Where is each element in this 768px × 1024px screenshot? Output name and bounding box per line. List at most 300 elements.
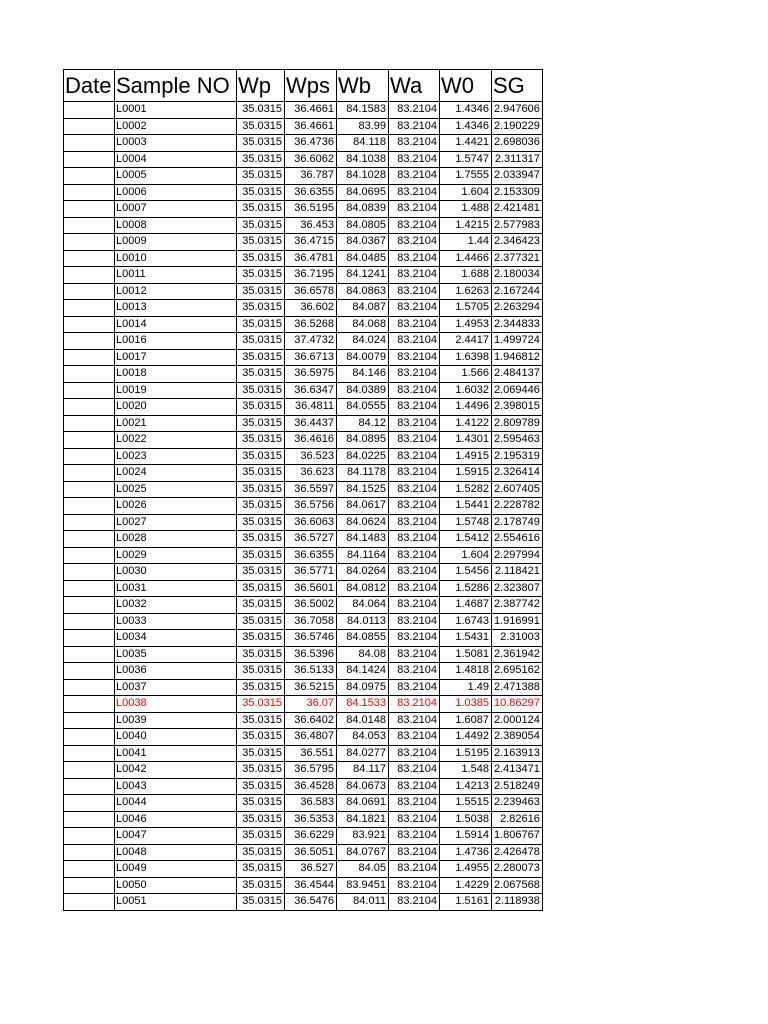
- table-row: [64, 333, 543, 350]
- cell-wps: 36.5727: [285, 531, 337, 548]
- cell-sample-no: L0026: [115, 498, 237, 515]
- cell-wa: 83.2104: [389, 877, 440, 894]
- cell-sg: 2.413471: [492, 762, 543, 779]
- cell-wa: 83.2104: [389, 366, 440, 383]
- cell-wp: 35.0315: [237, 135, 285, 152]
- table-row: [64, 184, 543, 201]
- cell-sg: 2.000124: [492, 712, 543, 729]
- header-date: Date: [64, 70, 115, 102]
- table-row: [64, 481, 543, 498]
- cell-wp: 35.0315: [237, 432, 285, 449]
- cell-wb: 84.0225: [337, 448, 389, 465]
- cell-wps: 36.4437: [285, 415, 337, 432]
- table-row: [64, 432, 543, 449]
- table-row: [64, 316, 543, 333]
- cell-date: [64, 366, 115, 383]
- cell-sample-no: L0018: [115, 366, 237, 383]
- cell-wp: 35.0315: [237, 481, 285, 498]
- cell-sample-no: L0034: [115, 630, 237, 647]
- table-row: [64, 679, 543, 696]
- cell-wp: 35.0315: [237, 894, 285, 911]
- cell-wp: 35.0315: [237, 564, 285, 581]
- cell-date: [64, 861, 115, 878]
- cell-sg: 2.595463: [492, 432, 543, 449]
- cell-sg: 2.280073: [492, 861, 543, 878]
- cell-sample-no: L0041: [115, 745, 237, 762]
- table-row: [64, 894, 543, 911]
- cell-wp: 35.0315: [237, 366, 285, 383]
- table-row: [64, 877, 543, 894]
- cell-w0: 1.688: [440, 267, 492, 284]
- cell-wb: 84.117: [337, 762, 389, 779]
- cell-sg: 2.178749: [492, 514, 543, 531]
- cell-wp: 35.0315: [237, 102, 285, 119]
- cell-wps: 36.4616: [285, 432, 337, 449]
- cell-wps: 36.6578: [285, 283, 337, 300]
- cell-wp: 35.0315: [237, 250, 285, 267]
- cell-sample-no: L0042: [115, 762, 237, 779]
- cell-date: [64, 795, 115, 812]
- cell-wa: 83.2104: [389, 217, 440, 234]
- cell-wp: 35.0315: [237, 696, 285, 713]
- cell-wa: 83.2104: [389, 316, 440, 333]
- table-row: [64, 382, 543, 399]
- cell-wp: 35.0315: [237, 498, 285, 515]
- cell-sg: 2.263294: [492, 300, 543, 317]
- cell-date: [64, 894, 115, 911]
- table-row: [64, 300, 543, 317]
- cell-wps: 36.5795: [285, 762, 337, 779]
- cell-sample-no: L0010: [115, 250, 237, 267]
- cell-date: [64, 828, 115, 845]
- cell-wa: 83.2104: [389, 168, 440, 185]
- cell-wps: 36.4715: [285, 234, 337, 251]
- cell-sample-no: L0004: [115, 151, 237, 168]
- table-row: [64, 250, 543, 267]
- cell-wp: 35.0315: [237, 382, 285, 399]
- table-row: [64, 745, 543, 762]
- cell-sg: 2.31003: [492, 630, 543, 647]
- cell-wb: 84.1821: [337, 811, 389, 828]
- cell-wb: 84.011: [337, 894, 389, 911]
- cell-wps: 36.7058: [285, 613, 337, 630]
- cell-w0: 1.488: [440, 201, 492, 218]
- cell-w0: 1.5456: [440, 564, 492, 581]
- cell-wps: 36.6347: [285, 382, 337, 399]
- cell-wa: 83.2104: [389, 861, 440, 878]
- cell-sample-no: L0006: [115, 184, 237, 201]
- cell-sg: 2.695162: [492, 663, 543, 680]
- table-row: [64, 118, 543, 135]
- cell-sample-no: L0032: [115, 597, 237, 614]
- cell-wb: 83.9451: [337, 877, 389, 894]
- cell-sample-no: L0033: [115, 613, 237, 630]
- cell-w0: 1.49: [440, 679, 492, 696]
- cell-date: [64, 465, 115, 482]
- cell-wa: 83.2104: [389, 564, 440, 581]
- table-row: [64, 861, 543, 878]
- header-wb: Wb: [337, 70, 389, 102]
- cell-wb: 84.1164: [337, 547, 389, 564]
- cell-wa: 83.2104: [389, 267, 440, 284]
- cell-wps: 36.5133: [285, 663, 337, 680]
- cell-sample-no: L0046: [115, 811, 237, 828]
- cell-w0: 1.5915: [440, 465, 492, 482]
- cell-w0: 1.4229: [440, 877, 492, 894]
- cell-date: [64, 696, 115, 713]
- cell-sg: 2.346423: [492, 234, 543, 251]
- cell-wb: 84.0389: [337, 382, 389, 399]
- cell-date: [64, 201, 115, 218]
- cell-w0: 1.6087: [440, 712, 492, 729]
- cell-sample-no: L0029: [115, 547, 237, 564]
- cell-sample-no: L0031: [115, 580, 237, 597]
- cell-wp: 35.0315: [237, 267, 285, 284]
- cell-w0: 1.4687: [440, 597, 492, 614]
- cell-wa: 83.2104: [389, 498, 440, 515]
- cell-wp: 35.0315: [237, 547, 285, 564]
- cell-date: [64, 597, 115, 614]
- cell-date: [64, 514, 115, 531]
- cell-wb: 83.99: [337, 118, 389, 135]
- cell-wa: 83.2104: [389, 646, 440, 663]
- cell-wb: 84.0895: [337, 432, 389, 449]
- cell-wp: 35.0315: [237, 316, 285, 333]
- cell-date: [64, 267, 115, 284]
- cell-date: [64, 448, 115, 465]
- cell-sg: 2.180034: [492, 267, 543, 284]
- cell-sg: 2.323807: [492, 580, 543, 597]
- cell-w0: 1.6032: [440, 382, 492, 399]
- cell-wp: 35.0315: [237, 184, 285, 201]
- cell-wps: 36.453: [285, 217, 337, 234]
- cell-wp: 35.0315: [237, 151, 285, 168]
- cell-w0: 1.566: [440, 366, 492, 383]
- cell-date: [64, 316, 115, 333]
- cell-w0: 1.4818: [440, 663, 492, 680]
- table-row: [64, 712, 543, 729]
- cell-date: [64, 646, 115, 663]
- cell-wp: 35.0315: [237, 580, 285, 597]
- cell-date: [64, 333, 115, 350]
- cell-sg: 2.377321: [492, 250, 543, 267]
- cell-date: [64, 102, 115, 119]
- cell-wa: 83.2104: [389, 597, 440, 614]
- cell-date: [64, 580, 115, 597]
- cell-w0: 1.548: [440, 762, 492, 779]
- cell-sg: 2.118421: [492, 564, 543, 581]
- cell-wb: 84.024: [337, 333, 389, 350]
- cell-wa: 83.2104: [389, 745, 440, 762]
- cell-wb: 84.0695: [337, 184, 389, 201]
- table-row: [64, 762, 543, 779]
- cell-wb: 84.1583: [337, 102, 389, 119]
- cell-sg: 10.86297: [492, 696, 543, 713]
- cell-wa: 83.2104: [389, 448, 440, 465]
- cell-wb: 84.0975: [337, 679, 389, 696]
- cell-wb: 84.053: [337, 729, 389, 746]
- cell-wb: 84.0691: [337, 795, 389, 812]
- cell-sample-no: L0001: [115, 102, 237, 119]
- cell-wps: 36.5195: [285, 201, 337, 218]
- cell-sg: 2.82616: [492, 811, 543, 828]
- cell-sample-no: L0036: [115, 663, 237, 680]
- table-row: [64, 448, 543, 465]
- cell-date: [64, 382, 115, 399]
- cell-sg: 2.118938: [492, 894, 543, 911]
- cell-wa: 83.2104: [389, 729, 440, 746]
- cell-w0: 1.5914: [440, 828, 492, 845]
- cell-wps: 36.5746: [285, 630, 337, 647]
- table-row: [64, 283, 543, 300]
- cell-wa: 83.2104: [389, 844, 440, 861]
- cell-wp: 35.0315: [237, 201, 285, 218]
- cell-sample-no: L0013: [115, 300, 237, 317]
- cell-sample-no: L0025: [115, 481, 237, 498]
- cell-wb: 84.146: [337, 366, 389, 383]
- cell-wa: 83.2104: [389, 333, 440, 350]
- cell-wps: 36.4544: [285, 877, 337, 894]
- table-row: [64, 613, 543, 630]
- cell-wp: 35.0315: [237, 118, 285, 135]
- cell-wp: 35.0315: [237, 729, 285, 746]
- cell-wb: 84.1483: [337, 531, 389, 548]
- cell-wb: 84.0863: [337, 283, 389, 300]
- cell-w0: 1.5748: [440, 514, 492, 531]
- cell-wp: 35.0315: [237, 514, 285, 531]
- cell-sg: 2.190229: [492, 118, 543, 135]
- cell-wp: 35.0315: [237, 415, 285, 432]
- cell-date: [64, 217, 115, 234]
- cell-wps: 36.4811: [285, 399, 337, 416]
- cell-sg: 2.398015: [492, 399, 543, 416]
- table-row: [64, 630, 543, 647]
- cell-date: [64, 745, 115, 762]
- cell-date: [64, 349, 115, 366]
- cell-wa: 83.2104: [389, 415, 440, 432]
- cell-wa: 83.2104: [389, 630, 440, 647]
- header-sg: SG: [492, 70, 543, 102]
- cell-w0: 1.5431: [440, 630, 492, 647]
- cell-wa: 83.2104: [389, 547, 440, 564]
- spreadsheet: [63, 69, 543, 911]
- table-row: [64, 828, 543, 845]
- table-row: [64, 399, 543, 416]
- cell-date: [64, 564, 115, 581]
- cell-sg: 2.554616: [492, 531, 543, 548]
- cell-wp: 35.0315: [237, 795, 285, 812]
- cell-wa: 83.2104: [389, 696, 440, 713]
- cell-wps: 36.5601: [285, 580, 337, 597]
- cell-sg: 2.426478: [492, 844, 543, 861]
- cell-sg: 1.806767: [492, 828, 543, 845]
- cell-wa: 83.2104: [389, 811, 440, 828]
- cell-sample-no: L0017: [115, 349, 237, 366]
- table-row: [64, 234, 543, 251]
- cell-wa: 83.2104: [389, 201, 440, 218]
- cell-wb: 84.0624: [337, 514, 389, 531]
- cell-date: [64, 234, 115, 251]
- cell-date: [64, 184, 115, 201]
- cell-sg: 2.195319: [492, 448, 543, 465]
- cell-sg: 2.311317: [492, 151, 543, 168]
- cell-w0: 1.4955: [440, 861, 492, 878]
- cell-wps: 36.4661: [285, 118, 337, 135]
- cell-w0: 1.4496: [440, 399, 492, 416]
- cell-w0: 1.5038: [440, 811, 492, 828]
- cell-sample-no: L0050: [115, 877, 237, 894]
- cell-sg: 2.153309: [492, 184, 543, 201]
- cell-w0: 1.5705: [440, 300, 492, 317]
- cell-wp: 35.0315: [237, 646, 285, 663]
- table-row: [64, 547, 543, 564]
- cell-sample-no: L0048: [115, 844, 237, 861]
- cell-wp: 35.0315: [237, 217, 285, 234]
- cell-wps: 36.6063: [285, 514, 337, 531]
- table-row: [64, 580, 543, 597]
- table-row: [64, 663, 543, 680]
- cell-w0: 1.4346: [440, 102, 492, 119]
- cell-date: [64, 844, 115, 861]
- cell-wp: 35.0315: [237, 778, 285, 795]
- cell-wps: 36.523: [285, 448, 337, 465]
- cell-w0: 1.4346: [440, 118, 492, 135]
- cell-wps: 36.6713: [285, 349, 337, 366]
- cell-wa: 83.2104: [389, 349, 440, 366]
- cell-sg: 1.946812: [492, 349, 543, 366]
- cell-sample-no: L0019: [115, 382, 237, 399]
- cell-sg: 2.228782: [492, 498, 543, 515]
- cell-wb: 84.087: [337, 300, 389, 317]
- cell-wps: 36.07: [285, 696, 337, 713]
- cell-wps: 36.5268: [285, 316, 337, 333]
- cell-wp: 35.0315: [237, 531, 285, 548]
- cell-wa: 83.2104: [389, 135, 440, 152]
- cell-sample-no: L0023: [115, 448, 237, 465]
- cell-wb: 84.068: [337, 316, 389, 333]
- cell-w0: 1.44: [440, 234, 492, 251]
- cell-wps: 36.4661: [285, 102, 337, 119]
- cell-date: [64, 151, 115, 168]
- cell-sample-no: L0049: [115, 861, 237, 878]
- header-w0: W0: [440, 70, 492, 102]
- cell-date: [64, 762, 115, 779]
- cell-wb: 84.0277: [337, 745, 389, 762]
- cell-w0: 1.7555: [440, 168, 492, 185]
- cell-w0: 1.5441: [440, 498, 492, 515]
- cell-sample-no: L0016: [115, 333, 237, 350]
- cell-wb: 84.1178: [337, 465, 389, 482]
- cell-w0: 1.604: [440, 184, 492, 201]
- cell-wb: 84.1533: [337, 696, 389, 713]
- cell-w0: 1.4466: [440, 250, 492, 267]
- cell-wa: 83.2104: [389, 481, 440, 498]
- cell-wb: 84.1241: [337, 267, 389, 284]
- cell-wa: 83.2104: [389, 663, 440, 680]
- cell-wp: 35.0315: [237, 465, 285, 482]
- cell-date: [64, 415, 115, 432]
- cell-wps: 36.5051: [285, 844, 337, 861]
- table-row: [64, 217, 543, 234]
- cell-wps: 36.5756: [285, 498, 337, 515]
- cell-w0: 1.4736: [440, 844, 492, 861]
- cell-wb: 84.1525: [337, 481, 389, 498]
- cell-wb: 83.921: [337, 828, 389, 845]
- cell-sample-no: L0039: [115, 712, 237, 729]
- cell-wp: 35.0315: [237, 844, 285, 861]
- cell-wb: 84.0555: [337, 399, 389, 416]
- cell-sample-no: L0051: [115, 894, 237, 911]
- cell-wa: 83.2104: [389, 250, 440, 267]
- cell-wb: 84.0264: [337, 564, 389, 581]
- cell-date: [64, 531, 115, 548]
- table-row: [64, 201, 543, 218]
- table-row: [64, 646, 543, 663]
- cell-sample-no: L0024: [115, 465, 237, 482]
- cell-wps: 36.4736: [285, 135, 337, 152]
- cell-wps: 36.5002: [285, 597, 337, 614]
- table-row: [64, 514, 543, 531]
- cell-wp: 35.0315: [237, 448, 285, 465]
- cell-wa: 83.2104: [389, 795, 440, 812]
- cell-wa: 83.2104: [389, 531, 440, 548]
- cell-date: [64, 613, 115, 630]
- cell-sample-no: L0038: [115, 696, 237, 713]
- cell-wa: 83.2104: [389, 828, 440, 845]
- cell-wps: 36.551: [285, 745, 337, 762]
- cell-date: [64, 300, 115, 317]
- cell-sample-no: L0003: [115, 135, 237, 152]
- cell-sg: 2.421481: [492, 201, 543, 218]
- cell-wa: 83.2104: [389, 894, 440, 911]
- cell-wps: 36.6355: [285, 184, 337, 201]
- cell-wb: 84.0113: [337, 613, 389, 630]
- cell-sg: 2.297994: [492, 547, 543, 564]
- cell-wps: 36.7195: [285, 267, 337, 284]
- table-row: [64, 102, 543, 119]
- cell-wb: 84.0839: [337, 201, 389, 218]
- cell-wp: 35.0315: [237, 877, 285, 894]
- cell-w0: 1.5161: [440, 894, 492, 911]
- cell-wa: 83.2104: [389, 679, 440, 696]
- cell-w0: 1.4953: [440, 316, 492, 333]
- cell-wps: 36.6062: [285, 151, 337, 168]
- cell-date: [64, 135, 115, 152]
- cell-w0: 1.604: [440, 547, 492, 564]
- cell-wp: 35.0315: [237, 811, 285, 828]
- cell-wa: 83.2104: [389, 184, 440, 201]
- cell-sample-no: L0030: [115, 564, 237, 581]
- cell-wb: 84.0812: [337, 580, 389, 597]
- cell-wps: 36.6402: [285, 712, 337, 729]
- cell-sample-no: L0035: [115, 646, 237, 663]
- cell-sg: 2.033947: [492, 168, 543, 185]
- cell-sample-no: L0005: [115, 168, 237, 185]
- table-row: [64, 267, 543, 284]
- cell-sample-no: L0008: [115, 217, 237, 234]
- cell-date: [64, 498, 115, 515]
- cell-date: [64, 432, 115, 449]
- cell-wps: 36.5353: [285, 811, 337, 828]
- cell-wps: 36.5476: [285, 894, 337, 911]
- cell-wp: 35.0315: [237, 828, 285, 845]
- table-row: [64, 349, 543, 366]
- table-row: [64, 778, 543, 795]
- cell-wp: 35.0315: [237, 283, 285, 300]
- cell-wa: 83.2104: [389, 432, 440, 449]
- cell-date: [64, 481, 115, 498]
- cell-wb: 84.0673: [337, 778, 389, 795]
